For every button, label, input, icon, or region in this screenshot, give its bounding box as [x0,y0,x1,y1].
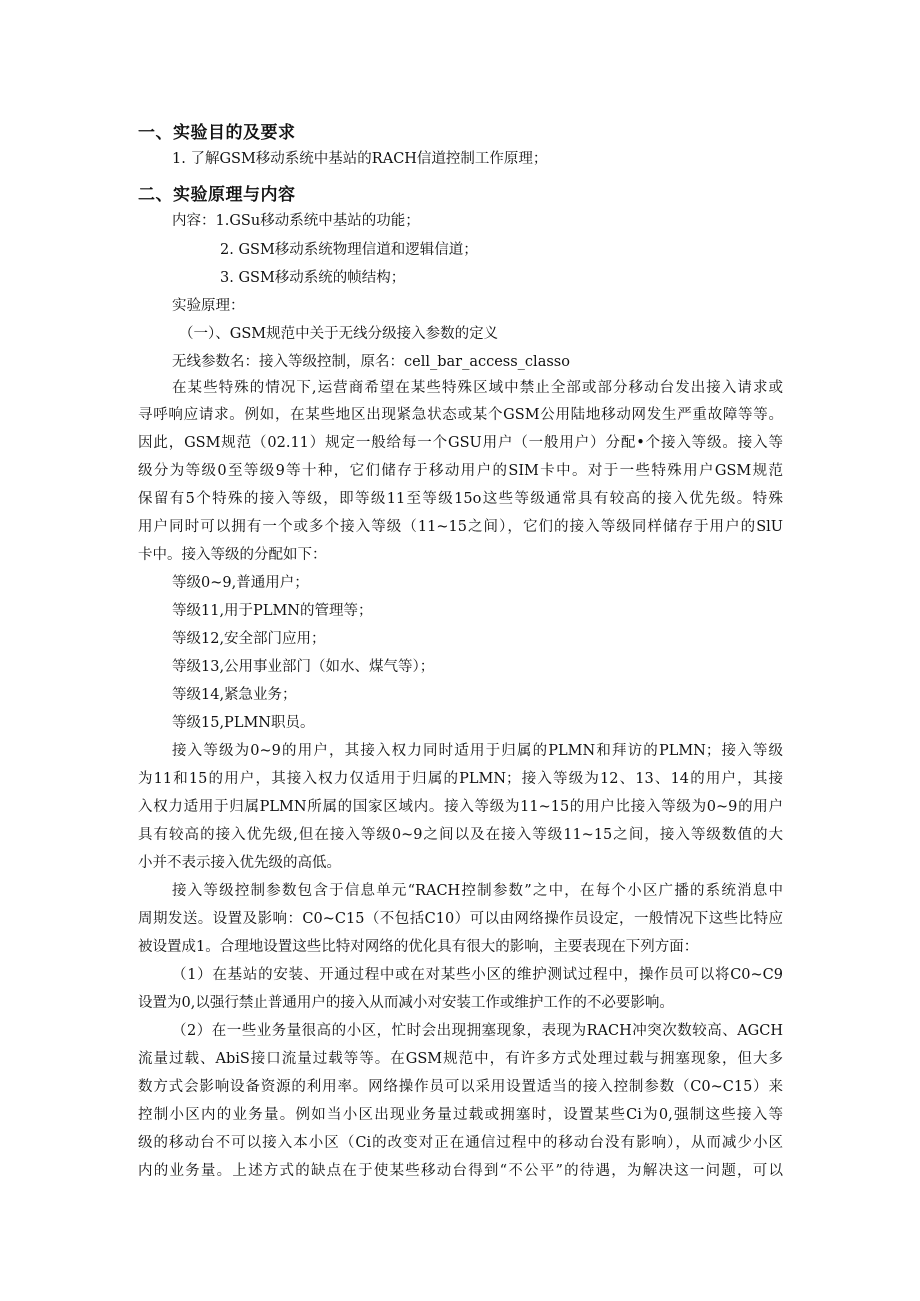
paragraph-1-line: 保留有5个特殊的接入等级，即等级11至等级15o这些等级通常具有较高的接入优先级。特殊 [138,491,783,507]
paragraph-5-line: （2）在一些业务量很高的小区，忙时会出现拥塞现象，表现为RACH冲突次数较高、AGCH [172,1023,783,1039]
section-2-heading: 二、实验原理与内容 [138,185,296,205]
paragraph-5-line: 内的业务量。上述方式的缺点在于使某些移动台得到“不公平”的待遇，为解决这一问题，可以 [138,1163,783,1179]
access-level-item: 等级0~9,普通用户； [172,575,309,591]
section-1-heading: 一、实验目的及要求 [138,123,296,143]
paragraph-2-line: 具有较高的接入优先级,但在接入等级0~9之间以及在接入等级11~15之间，接入等级数值的大 [138,827,783,843]
access-level-item: 等级11,用于PLMN的管理等； [172,603,373,619]
paragraph-2-line: 接入等级为0~9的用户，其接入权力同时适用于归属的PLMN和拜访的PLMN；接入等级 [172,743,783,759]
paragraph-1-line: 用户同时可以拥有一个或多个接入等级（11~15之间），它们的接入等级同样储存于用户的SlU [138,519,783,535]
param-name-line: 无线参数名：接入等级控制，原名：cell_bar_access_classo [172,354,570,370]
paragraph-1-line: 卡中。接入等级的分配如下： [138,547,327,563]
paragraph-2-line: 入权力适用于归属PLMN所属的国家区域内。接入等级为11~15的用户比接入等级为0~9的用户 [138,799,783,815]
paragraph-1-line: 级分为等级0至等级9等十种，它们储存于移动用户的SIM卡中。对于一些特殊用户GSM规范 [138,463,783,479]
content-item-3: 3. GSM移动系统的帧结构； [220,270,406,286]
paragraph-1-line: 寻呼响应请求。例如，在某些地区出现紧急状态或某个GSM公用陆地移动网发生严重故障等等。 [138,407,783,423]
paragraph-1-line: 因此，GSM规范（02.11）规定一般给每一个GSU用户（一般用户）分配•个接入等级。接入等 [138,435,783,451]
principle-label: 实验原理： [172,298,245,314]
paragraph-5-line: 流量过载、AbiS接口流量过载等等。在GSM规范中，有许多方式处理过载与拥塞现象，但大多 [138,1051,783,1067]
paragraph-4-line: （1）在基站的安装、开通过程中或在对某些小区的维护测试过程中，操作员可以将C0~C9 [172,967,783,983]
paragraph-1-line: 在某些特殊的情况下,运营商希望在某些特殊区域中禁止全部或部分移动台发出接入请求或 [172,380,783,396]
objective-item-1: 1. 了解GSM移动系统中基站的RACH信道控制工作原理； [172,151,548,167]
access-level-item: 等级12,安全部门应用； [172,631,326,647]
paragraph-4-line: 设置为0,以强行禁止普通用户的接入从而减小对安装工作或维护工作的不必要影响。 [138,995,674,1011]
sub-heading: （一）、GSM规范中关于无线分级接入参数的定义 [179,326,499,342]
paragraph-5-line: 级的移动台不可以接入本小区（Ci的改变对正在通信过程中的移动台没有影响），从而减少小区 [138,1135,783,1151]
paragraph-3-line: 周期发送。设置及影响：C0~C15（不包括C10）可以由网络操作员设定，一般情况下这些比特应 [138,911,783,927]
content-item-2: 2. GSM移动系统物理信道和逻辑信道； [220,242,478,258]
paragraph-3-line: 被设置成1。合理地设置这些比特对网络的优化具有很大的影响，主要表现在下列方面： [138,939,699,955]
access-level-item: 等级13,公用事业部门（如水、煤气等）； [172,659,435,675]
paragraph-5-line: 数方式会影响设备资源的利用率。网络操作员可以采用设置适当的接入控制参数（C0~C15）来 [138,1079,783,1095]
paragraph-5-line: 控制小区内的业务量。例如当小区出现业务量过载或拥塞时，设置某些Ci为0,强制这些接入等 [138,1107,783,1123]
paragraph-3-line: 接入等级控制参数包含于信息单元“RACH控制参数”之中，在每个小区广播的系统消息中 [172,883,783,899]
paragraph-2-line: 为11和15的用户，其接入权力仅适用于归属的PLMN；接入等级为12、13、14的用户，其接 [138,771,783,787]
content-item-1: 内容：1.GSu移动系统中基站的功能； [172,213,420,229]
access-level-item: 等级15,PLMN职员。 [172,715,315,731]
access-level-item: 等级14,紧急业务； [172,687,297,703]
paragraph-2-line: 小并不表示接入优先级的高低。 [138,855,341,871]
